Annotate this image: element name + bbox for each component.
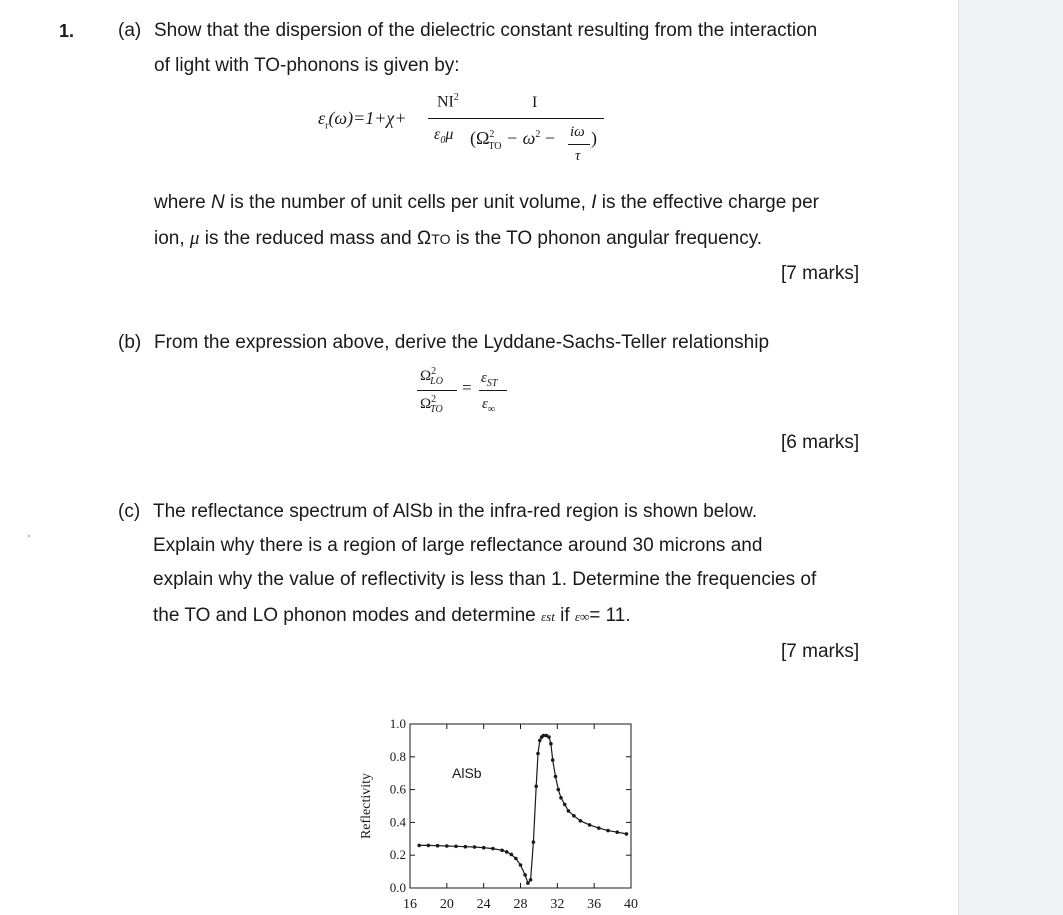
- data-point: [606, 829, 610, 833]
- series-points: [417, 734, 628, 885]
- part-a-label: (a): [118, 20, 142, 41]
- part-c-line4: the TO and LO phonon modes and determine εst if ε∞= 11.: [153, 605, 631, 626]
- data-point: [572, 814, 576, 818]
- y-axis-label: Reflectivity: [359, 772, 374, 840]
- part-b-marks: [6 marks]: [781, 432, 860, 453]
- part-b-label: (b): [118, 332, 142, 353]
- data-point: [538, 739, 542, 743]
- part-c-line1: The reflectance spectrum of AlSb in the infra-red region is shown below.: [153, 501, 758, 522]
- x-tick-label: 36: [587, 897, 602, 912]
- part-c-line3: explain why the value of reflectivity is less than 1. Determine the frequencies of: [153, 569, 817, 590]
- part-c-marks: [7 marks]: [781, 641, 860, 662]
- x-tick-label: 32: [550, 897, 565, 912]
- x-tick-label: 16: [403, 897, 417, 912]
- data-point: [500, 849, 504, 853]
- part-b-line1: From the expression above, derive the Lyddane-Sachs-Teller relationship: [154, 332, 770, 353]
- question-number: 1.: [59, 21, 75, 41]
- formula-a-inner-den: τ: [575, 148, 581, 164]
- part-a-marks: [7 marks]: [781, 263, 860, 284]
- data-point: [523, 873, 527, 877]
- lst-den-left: $\Omega^2_{TO}$: [420, 394, 443, 415]
- y-tick-label: 0.6: [389, 781, 406, 797]
- data-point: [510, 853, 514, 857]
- y-tick-label: 0.0: [389, 880, 406, 895]
- y-tick-label: 1.0: [389, 716, 406, 731]
- data-point: [536, 752, 540, 756]
- formula-a-den2: ($\Omega^2_{TO} - \omega^2$ −: [470, 128, 556, 152]
- y-tick-label: 0.4: [389, 814, 406, 830]
- data-point: [559, 796, 563, 800]
- data-point: [514, 857, 518, 861]
- data-point: [491, 847, 495, 851]
- data-point: [519, 863, 523, 867]
- formula-a-inner-bar: [568, 144, 590, 145]
- data-point: [505, 850, 509, 854]
- formula-a-inner-num: iω: [570, 124, 585, 140]
- data-point: [549, 742, 553, 746]
- lst-bar-left: [417, 390, 457, 391]
- lst-equals: =: [462, 378, 472, 397]
- formula-a-den1: $\varepsilon_0\mu$: [434, 126, 454, 147]
- y-tick-label: 0.8: [389, 748, 406, 764]
- data-point: [597, 826, 601, 830]
- lst-num-right: $\varepsilon_{ST}$: [481, 370, 498, 389]
- data-point: [529, 878, 533, 882]
- part-a-line2: of light with TO-phonons is given by:: [154, 55, 460, 76]
- data-point: [563, 803, 567, 807]
- part-a-where-line2: ion, μ is the reduced mass and ΩTO is the TO phonon angular frequency.: [154, 228, 763, 249]
- data-point: [454, 845, 458, 849]
- data-point: [417, 844, 421, 848]
- x-tick-label: 28: [513, 897, 528, 912]
- lst-den-right: $\varepsilon_\infty$: [482, 396, 496, 415]
- data-point: [547, 735, 551, 739]
- data-point: [427, 844, 431, 848]
- x-tick-label: 40: [624, 897, 638, 912]
- lst-bar-right: [479, 390, 507, 391]
- x-tick-label: 20: [439, 897, 454, 912]
- formula-a-close: ): [591, 128, 597, 148]
- data-point: [534, 785, 538, 789]
- data-point: [436, 844, 440, 848]
- part-c-line2: Explain why there is a region of large reflectance around 30 microns and: [153, 535, 763, 556]
- lst-num-left: $\Omega^2_{LO}$: [420, 366, 443, 387]
- part-a-where-line1: where N is the number of unit cells per unit volume, I is the effective charge per: [154, 192, 820, 213]
- data-point: [625, 832, 629, 836]
- data-point: [482, 846, 486, 850]
- data-point: [554, 775, 558, 779]
- x-ticks: [403, 724, 638, 912]
- data-point: [551, 758, 555, 762]
- formula-a-lhs: $\varepsilon_r(\omega)=1+\chi+$: [318, 108, 407, 132]
- formula-a-num1: $NI^2$: [437, 92, 459, 111]
- data-point: [557, 788, 561, 792]
- stray-mark: [28, 535, 30, 537]
- data-point: [464, 845, 468, 849]
- formula-a-num2: I: [532, 94, 538, 111]
- part-c-label: (c): [118, 501, 141, 522]
- formula-a-fraction-bar: [428, 118, 604, 119]
- chart-annotation: AlSb: [452, 765, 482, 781]
- part-a-line1: Show that the dispersion of the dielectric constant resulting from the interaction: [154, 20, 818, 41]
- data-point: [588, 823, 592, 827]
- data-point: [615, 830, 619, 834]
- data-point: [579, 819, 583, 823]
- data-point: [567, 809, 571, 813]
- right-sidebar: [958, 0, 1063, 915]
- data-point: [526, 881, 530, 885]
- data-point: [445, 844, 449, 848]
- reflectivity-chart: [350, 712, 650, 915]
- y-ticks: [390, 716, 631, 895]
- x-tick-label: 24: [476, 897, 491, 912]
- data-point: [473, 845, 477, 849]
- y-tick-label: 0.2: [389, 847, 406, 863]
- series-line: [419, 736, 626, 884]
- data-point: [532, 840, 536, 844]
